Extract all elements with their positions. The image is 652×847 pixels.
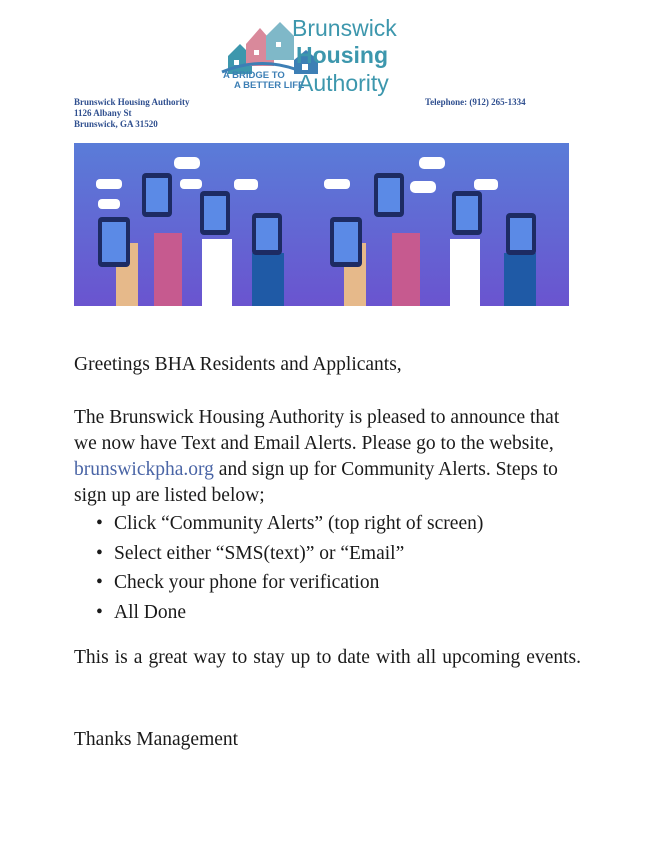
logo-word-housing: Housing [296,42,388,68]
letter-body [74,352,581,753]
letterhead-address [74,97,190,130]
list-item: • Select either “SMS(text)” or “Email” [92,539,581,569]
website-link[interactable]: brunswickpha.org [74,459,214,480]
signup-steps-list [74,509,581,627]
logo-tagline [223,71,304,91]
street-address: 1126 Albany St [74,108,132,118]
tagline-line1: A BRIDGE TO [223,70,285,81]
greeting: Greetings BHA Residents and Applicants, [74,354,402,375]
intro-text-after-link: and sign up for Community Alerts. Steps to sign up are listed below; [74,459,558,506]
organization-name: Brunswick Housing Authority [74,97,190,107]
closing-paragraph: This is a great way to stay up to date with all upcoming events. [74,647,581,668]
tagline-line2: A BETTER LIFE [234,80,305,91]
telephone: Telephone: (912) 265-1334 [425,97,526,107]
city-state-zip: Brunswick, GA 31520 [74,119,158,129]
list-item: • All Done [92,598,581,628]
signoff: Thanks Management [74,729,239,750]
logo-word-brunswick: Brunswick [292,15,397,41]
intro-paragraph [74,405,581,509]
phones-banner-illustration [74,143,569,306]
list-item: • Click “Community Alerts” (top right of screen) [92,509,581,539]
intro-text-before-link: The Brunswick Housing Authority is pleased to announce that we now have Text and Email Alerts. Please go to the website, [74,407,560,454]
logo-word-authority: Authority [298,70,389,96]
list-item: • Check your phone for verification [92,568,581,598]
